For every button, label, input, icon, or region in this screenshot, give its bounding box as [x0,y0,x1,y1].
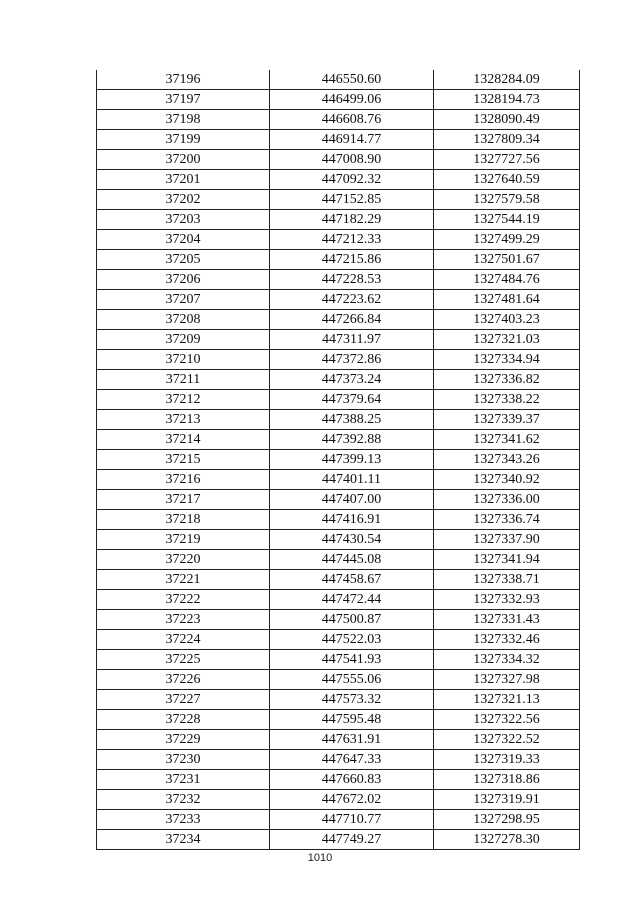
x-coordinate-cell: 447092.32 [270,170,434,190]
point-id-cell: 37222 [97,590,270,610]
x-coordinate-cell: 447228.53 [270,270,434,290]
point-id-cell: 37216 [97,470,270,490]
y-coordinate-cell: 1327332.93 [434,590,580,610]
table-row [97,710,580,730]
point-id-cell: 37227 [97,690,270,710]
y-coordinate-cell: 1327484.76 [434,270,580,290]
table-row [97,330,580,350]
point-id-cell: 37214 [97,430,270,450]
x-coordinate-cell: 447472.44 [270,590,434,610]
y-coordinate-cell: 1327298.95 [434,810,580,830]
x-coordinate-cell: 447223.62 [270,290,434,310]
table-row [97,670,580,690]
table-row [97,190,580,210]
y-coordinate-cell: 1327321.13 [434,690,580,710]
x-coordinate-cell: 447458.67 [270,570,434,590]
x-coordinate-cell: 447373.24 [270,370,434,390]
x-coordinate-cell: 447215.86 [270,250,434,270]
x-coordinate-cell: 447672.02 [270,790,434,810]
point-id-cell: 37209 [97,330,270,350]
point-id-cell: 37204 [97,230,270,250]
y-coordinate-cell: 1328090.49 [434,110,580,130]
y-coordinate-cell: 1327343.26 [434,450,580,470]
point-id-cell: 37207 [97,290,270,310]
table-row [97,230,580,250]
y-coordinate-cell: 1327322.52 [434,730,580,750]
point-id-cell: 37233 [97,810,270,830]
point-id-cell: 37228 [97,710,270,730]
point-id-cell: 37208 [97,310,270,330]
x-coordinate-cell: 446914.77 [270,130,434,150]
table-row [97,250,580,270]
point-id-cell: 37215 [97,450,270,470]
x-coordinate-cell: 447379.64 [270,390,434,410]
point-id-cell: 37219 [97,530,270,550]
point-id-cell: 37224 [97,630,270,650]
table-row [97,610,580,630]
y-coordinate-cell: 1327499.29 [434,230,580,250]
point-id-cell: 37213 [97,410,270,430]
table-row [97,90,580,110]
table-row [97,290,580,310]
point-id-cell: 37206 [97,270,270,290]
point-id-cell: 37225 [97,650,270,670]
x-coordinate-cell: 447266.84 [270,310,434,330]
table-row [97,590,580,610]
table-row [97,830,580,850]
x-coordinate-cell: 447212.33 [270,230,434,250]
y-coordinate-cell: 1327336.00 [434,490,580,510]
x-coordinate-cell: 447388.25 [270,410,434,430]
x-coordinate-cell: 447430.54 [270,530,434,550]
x-coordinate-cell: 447416.91 [270,510,434,530]
point-id-cell: 37217 [97,490,270,510]
x-coordinate-cell: 446608.76 [270,110,434,130]
point-id-cell: 37223 [97,610,270,630]
y-coordinate-cell: 1327481.64 [434,290,580,310]
table-row [97,130,580,150]
y-coordinate-cell: 1327319.33 [434,750,580,770]
x-coordinate-cell: 447749.27 [270,830,434,850]
x-coordinate-cell: 447631.91 [270,730,434,750]
y-coordinate-cell: 1327544.19 [434,210,580,230]
y-coordinate-cell: 1327327.98 [434,670,580,690]
x-coordinate-cell: 446499.06 [270,90,434,110]
x-coordinate-cell: 447500.87 [270,610,434,630]
x-coordinate-cell: 447555.06 [270,670,434,690]
table-row [97,170,580,190]
x-coordinate-cell: 447372.86 [270,350,434,370]
point-id-cell: 37203 [97,210,270,230]
table-row [97,550,580,570]
y-coordinate-cell: 1327334.94 [434,350,580,370]
x-coordinate-cell: 447647.33 [270,750,434,770]
y-coordinate-cell: 1327339.37 [434,410,580,430]
table-row [97,530,580,550]
table-row [97,210,580,230]
table-row [97,490,580,510]
table-row [97,630,580,650]
table-row [97,430,580,450]
point-id-cell: 37202 [97,190,270,210]
y-coordinate-cell: 1327334.32 [434,650,580,670]
table-row [97,350,580,370]
x-coordinate-cell: 447401.11 [270,470,434,490]
table-row [97,510,580,530]
table-row [97,70,580,90]
y-coordinate-cell: 1327318.86 [434,770,580,790]
table-row [97,450,580,470]
y-coordinate-cell: 1327340.92 [434,470,580,490]
table-row [97,370,580,390]
point-id-cell: 37234 [97,830,270,850]
y-coordinate-cell: 1327319.91 [434,790,580,810]
table-row [97,770,580,790]
y-coordinate-cell: 1327338.71 [434,570,580,590]
x-coordinate-cell: 447152.85 [270,190,434,210]
x-coordinate-cell: 447522.03 [270,630,434,650]
y-coordinate-cell: 1327337.90 [434,530,580,550]
y-coordinate-cell: 1327338.22 [434,390,580,410]
x-coordinate-cell: 447392.88 [270,430,434,450]
page-number: 1010 [307,852,333,864]
x-coordinate-cell: 447660.83 [270,770,434,790]
point-id-cell: 37211 [97,370,270,390]
y-coordinate-cell: 1327727.56 [434,150,580,170]
table-row [97,790,580,810]
x-coordinate-cell: 447311.97 [270,330,434,350]
y-coordinate-cell: 1327321.03 [434,330,580,350]
table-row [97,270,580,290]
point-id-cell: 37232 [97,790,270,810]
x-coordinate-cell: 446550.60 [270,70,434,90]
y-coordinate-cell: 1327332.46 [434,630,580,650]
table-row [97,410,580,430]
table-row [97,570,580,590]
y-coordinate-cell: 1327322.56 [434,710,580,730]
y-coordinate-cell: 1327640.59 [434,170,580,190]
point-id-cell: 37226 [97,670,270,690]
point-id-cell: 37197 [97,90,270,110]
coordinate-table [96,70,580,850]
table-row [97,110,580,130]
point-id-cell: 37231 [97,770,270,790]
point-id-cell: 37199 [97,130,270,150]
point-id-cell: 37201 [97,170,270,190]
point-id-cell: 37221 [97,570,270,590]
table-row [97,810,580,830]
x-coordinate-cell: 447008.90 [270,150,434,170]
point-id-cell: 37196 [97,70,270,90]
table-row [97,390,580,410]
point-id-cell: 37212 [97,390,270,410]
y-coordinate-cell: 1327278.30 [434,830,580,850]
x-coordinate-cell: 447595.48 [270,710,434,730]
y-coordinate-cell: 1328194.73 [434,90,580,110]
y-coordinate-cell: 1327809.34 [434,130,580,150]
y-coordinate-cell: 1327501.67 [434,250,580,270]
point-id-cell: 37210 [97,350,270,370]
y-coordinate-cell: 1327579.58 [434,190,580,210]
y-coordinate-cell: 1327341.62 [434,430,580,450]
point-id-cell: 37230 [97,750,270,770]
table-row [97,650,580,670]
table-row [97,470,580,490]
point-id-cell: 37220 [97,550,270,570]
x-coordinate-cell: 447399.13 [270,450,434,470]
point-id-cell: 37229 [97,730,270,750]
point-id-cell: 37198 [97,110,270,130]
y-coordinate-cell: 1327336.74 [434,510,580,530]
x-coordinate-cell: 447182.29 [270,210,434,230]
point-id-cell: 37205 [97,250,270,270]
y-coordinate-cell: 1327336.82 [434,370,580,390]
point-id-cell: 37200 [97,150,270,170]
x-coordinate-cell: 447573.32 [270,690,434,710]
x-coordinate-cell: 447541.93 [270,650,434,670]
table-row [97,310,580,330]
y-coordinate-cell: 1328284.09 [434,70,580,90]
table-row [97,730,580,750]
y-coordinate-cell: 1327403.23 [434,310,580,330]
x-coordinate-cell: 447710.77 [270,810,434,830]
table-row [97,150,580,170]
x-coordinate-cell: 447407.00 [270,490,434,510]
y-coordinate-cell: 1327341.94 [434,550,580,570]
y-coordinate-cell: 1327331.43 [434,610,580,630]
table-row [97,750,580,770]
x-coordinate-cell: 447445.08 [270,550,434,570]
table-body [97,70,580,850]
point-id-cell: 37218 [97,510,270,530]
table-row [97,690,580,710]
